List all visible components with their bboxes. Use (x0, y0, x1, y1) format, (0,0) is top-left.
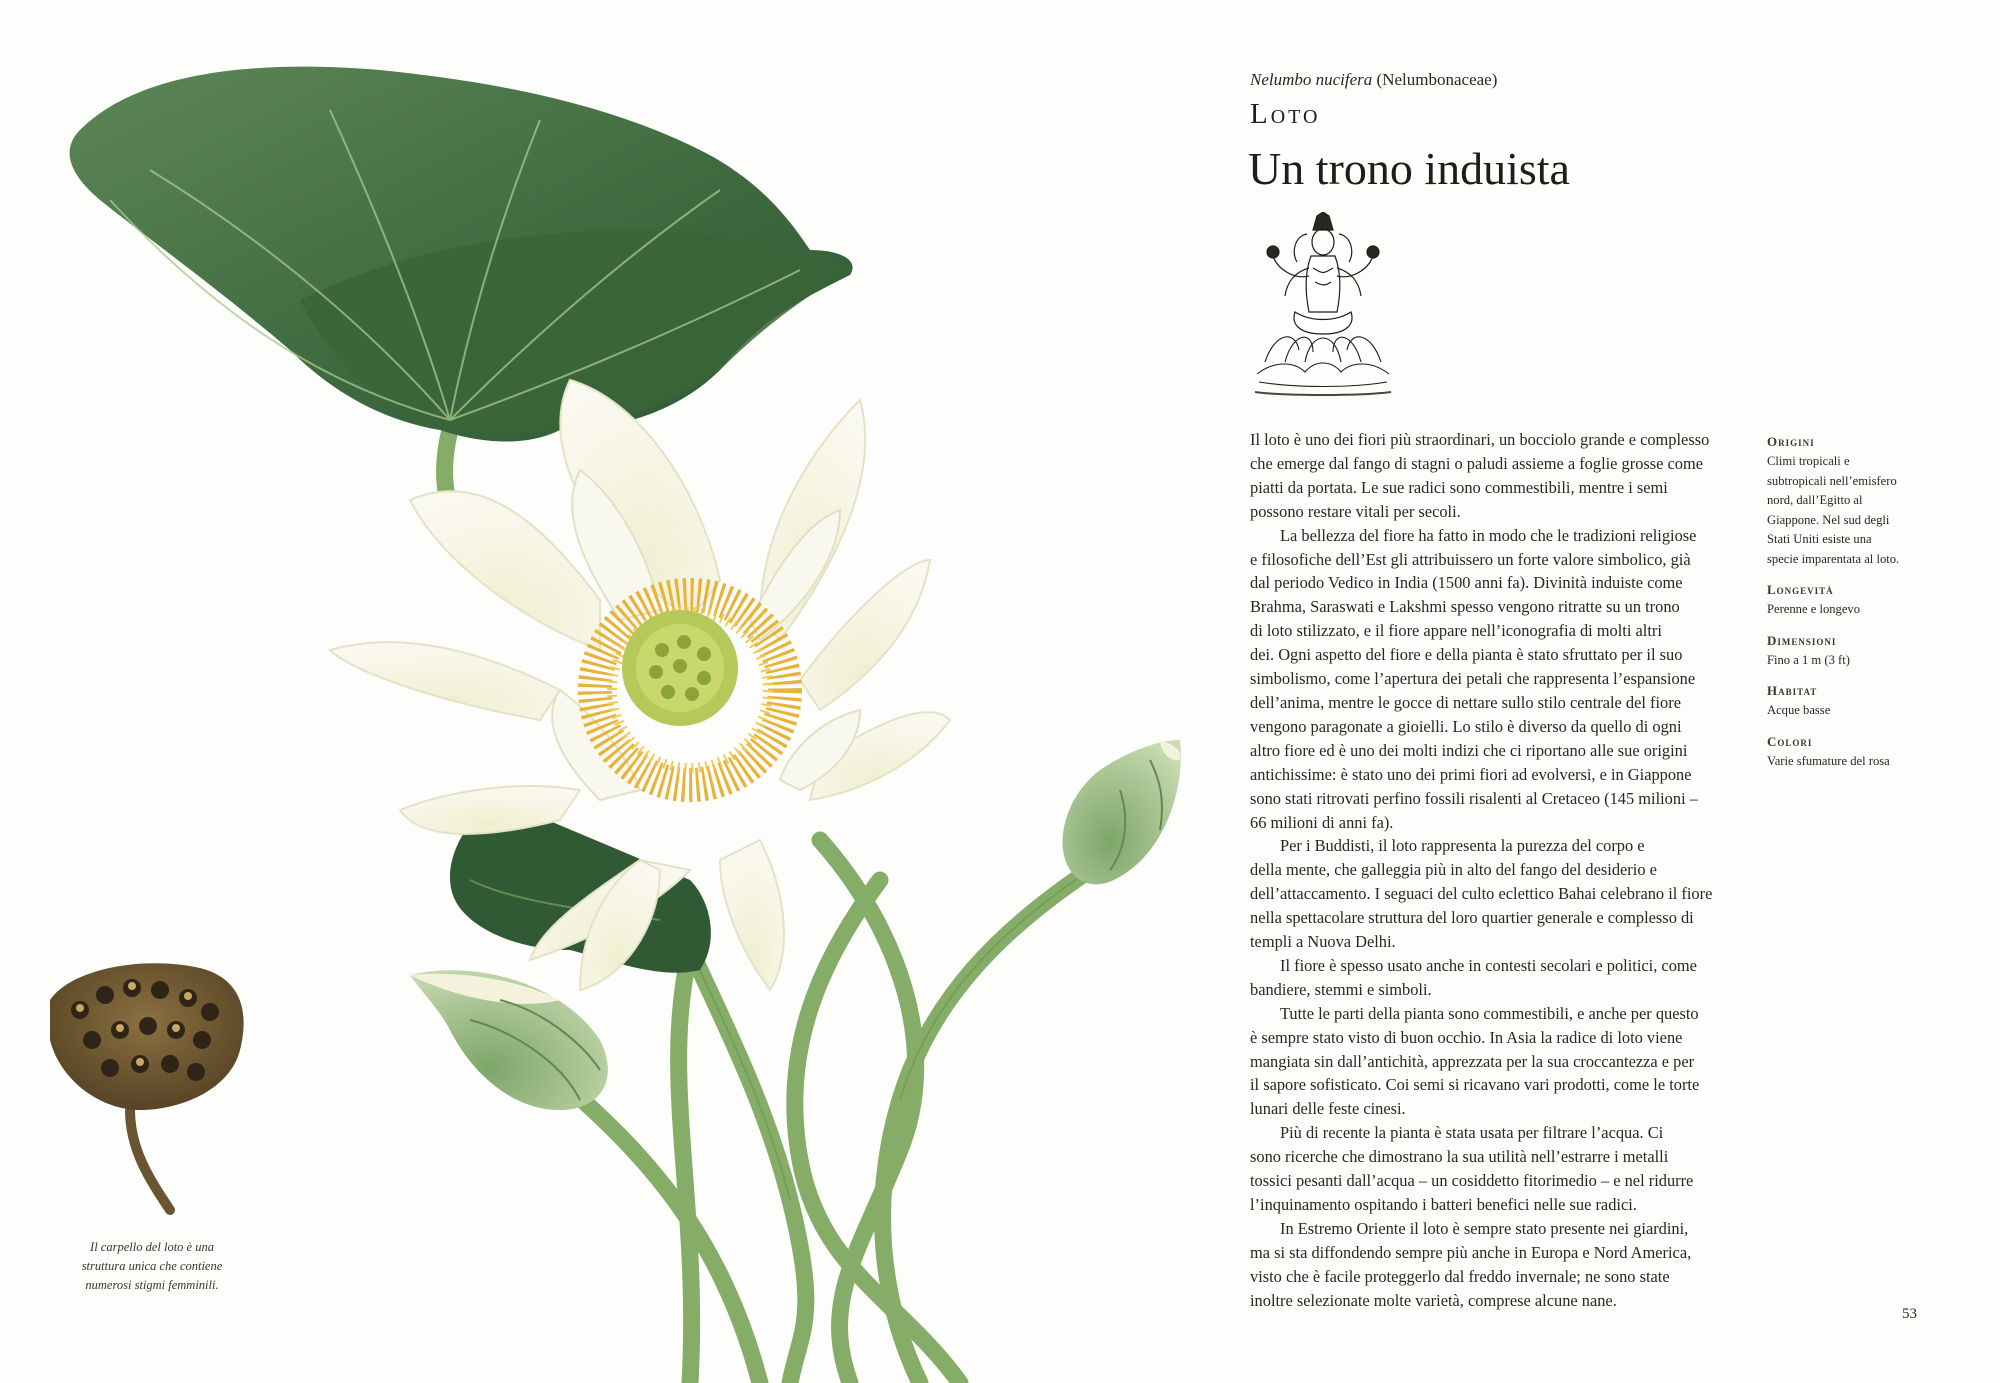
body-line: il sapore sofisticato. Coi semi si ricavano vari prodotti, come le torte (1250, 1075, 1700, 1095)
body-line: nella spettacolare struttura del loro quartier generale e complesso di (1250, 908, 1694, 928)
body-line: possono restare vitali per secoli. (1250, 501, 1461, 521)
seedpod-caption (62, 1238, 242, 1295)
body-line: Più di recente la pianta è stata usata per filtrare l’acqua. Ci (1280, 1123, 1664, 1143)
fact-label: Origini (1767, 434, 1815, 449)
body-line: sono stati ritrovati perfino fossili risalenti al Cretaceo (145 milioni – (1250, 788, 1698, 808)
stem-curve-2 (795, 880, 960, 1383)
page-number: 53 (1902, 1306, 1917, 1322)
fact-value: Climi tropicali e (1767, 454, 1850, 468)
species-heading (1250, 70, 1497, 90)
body-line: dell’anima, mentre le gocce di nettare sullo stilo centrale del fiore (1250, 692, 1681, 712)
body-line: Il fiore è spesso usato anche in contesti secolari e politici, come (1280, 955, 1697, 975)
fact-value: nord, dall’Egitto al (1767, 493, 1863, 507)
body-line: dei. Ogni aspetto del fiore e della pianta è stato sfruttato per il suo (1250, 645, 1683, 665)
fact-label: Longevità (1767, 582, 1834, 597)
species-latin-name: Nelumbo nucifera (1250, 70, 1373, 89)
body-line: vengono paragonate a gioielli. Lo stilo è diverso da quello di ogni (1250, 716, 1682, 736)
body-line: lunari delle feste cinesi. (1250, 1099, 1406, 1119)
body-line: Tutte le parti della pianta sono commestibili, e anche per questo (1280, 1003, 1699, 1023)
body-line: bandiere, stemmi e simboli. (1250, 979, 1432, 999)
body-line: della mente, che galleggia più in alto del fango del desiderio e (1250, 860, 1657, 880)
fact-label: Colori (1767, 733, 1813, 749)
caption-line: struttura unica che contiene (81, 1259, 223, 1273)
body-line: di loto stilizzato, e il fiore appare nell’iconografia di molti altri (1250, 621, 1662, 641)
species-family: (Nelumbonaceae) (1376, 70, 1498, 89)
page-title: Un trono induista (1248, 143, 1570, 194)
body-line: Brahma, Saraswati e Lakshmi spesso vengono ritratte su un trono (1250, 597, 1680, 617)
caption-line: numerosi stigmi femminili. (85, 1278, 219, 1292)
fact-sidebar (1767, 434, 1942, 784)
body-text (1250, 428, 1750, 1313)
body-line: mangiata sin dall’antichità, apprezzata per la sua croccantezza e per (1250, 1051, 1695, 1071)
body-line: e filosofiche dell’Est gli attribuissero un forte valore simbolico, già (1250, 549, 1691, 569)
fact-value: subtropicali nell’emisfero (1767, 473, 1897, 488)
body-line: templi a Nuova Delhi. (1250, 932, 1396, 952)
body-line: Il loto è uno dei fiori più straordinari, un bocciolo grande e complesso (1250, 430, 1710, 449)
fact-value: Stati Uniti esiste una (1767, 532, 1872, 546)
lakshmi-on-lotus-engraving (1255, 212, 1391, 398)
fact-label: Dimensioni (1767, 632, 1837, 648)
body-line: che emerge dal fango di stagni o paludi assieme a foglie grosse come (1250, 453, 1704, 473)
body-line: dell’attaccamento. I seguaci del culto eclettico Bahai celebrano il fiore (1250, 884, 1713, 904)
body-line: piatti da portata. Le sue radici sono commestibili, mentre i semi (1250, 477, 1668, 497)
body-line: è sempre stato visto di buon occhio. In Asia la radice di loto viene (1250, 1027, 1683, 1047)
body-line: sono ricerche che dimostrano la sua utilità nell’estrarre i metalli (1250, 1147, 1669, 1167)
body-line: l’inquinamento ospitando i batteri benefici nelle sue radici. (1250, 1195, 1637, 1214)
body-line: visto che è facile proteggerlo dal freddo invernale; ne sono state (1250, 1266, 1670, 1286)
lotus-carpel-illustration (50, 963, 244, 1210)
fact-value: Fino a 1 m (3 ft) (1767, 652, 1850, 667)
body-line: antichissime: è stato uno dei primi fiori ad evolversi, e in Giappone (1250, 764, 1692, 784)
fact-value: Varie sfumature del rosa (1767, 753, 1890, 768)
body-line: inoltre selezionate molte varietà, comprese alcune nane. (1250, 1290, 1617, 1310)
body-line: 66 milioni di anni fa). (1250, 812, 1394, 832)
fact-value: Giappone. Nel sud degli (1767, 512, 1890, 527)
lotus-leaf-upper (70, 67, 853, 442)
fact-label: Habitat (1767, 683, 1818, 698)
fact-longevita (1767, 582, 1942, 620)
fact-dimensioni (1767, 633, 1942, 671)
fact-colori (1767, 734, 1942, 772)
body-line: Per i Buddisti, il loto rappresenta la purezza del corpo e (1280, 836, 1645, 856)
body-line: tossici pesanti dall’acqua – un cosiddetto fitorimedio – e nel ridurre (1250, 1171, 1694, 1191)
fact-value: specie imparentata al loto. (1767, 551, 1900, 566)
body-line: dal periodo Vedico in India (1500 anni fa). Divinità induiste come (1250, 573, 1683, 593)
fact-value: Acque basse (1767, 703, 1831, 717)
lotus-bud-left (410, 970, 608, 1110)
fact-habitat (1767, 683, 1942, 721)
fact-origini (1767, 434, 1942, 569)
stem-curve-3 (679, 950, 692, 1383)
body-line: La bellezza del fiore ha fatto in modo che le tradizioni religiose (1280, 525, 1697, 545)
body-line: In Estremo Oriente il loto è sempre stato presente nei giardini, (1280, 1218, 1689, 1238)
fact-value: Perenne e longevo (1767, 602, 1861, 616)
caption-line: Il carpello del loto è una (90, 1240, 214, 1254)
body-line: simbolismo, come l’apertura dei petali che rappresenta l’espansione (1250, 669, 1696, 689)
body-line: ma si sta diffondendo sempre più anche in Europa e Nord America, (1250, 1242, 1692, 1262)
lotus-bud-right (1063, 740, 1181, 884)
stem-bud-left (560, 1080, 760, 1383)
common-name: Loto (1250, 98, 1321, 130)
body-line: altro fiore ed è uno dei molti indizi che ci riportano alle sue origini (1250, 740, 1688, 760)
